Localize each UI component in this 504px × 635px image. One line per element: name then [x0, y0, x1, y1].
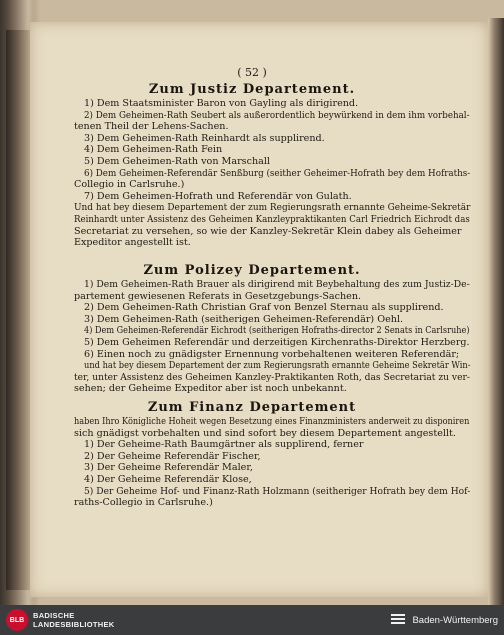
text-line: 6) Dem Geheimen-Referendär Senßburg (seither Geheimer-Hofrath bey dem Hofraths- [84, 167, 471, 179]
text-line: ter, unter Assistenz des Geheimen Kanzley-Praktikanten Roth, das Secretariat zu ver- [74, 371, 470, 383]
text-line: Und hat bey diesem Departement der zum Regierungsrath ernannte Geheime-Sekretär [74, 202, 471, 214]
text-line: 5) Dem Geheimen Referendär und derzeitigen Kirchenraths-Direktor Herzberg. [84, 337, 470, 348]
text-line: sehen; der Geheime Expeditor aber ist noch unbekannt. [74, 383, 347, 395]
text-line: tenen Theil der Lehens-Sachen. [74, 121, 229, 133]
text-line: 1) Der Geheime-Rath Baumgärtner als supplirend, ferner [84, 439, 364, 451]
blb-name-line2: LANDESBIBLIOTHEK [33, 620, 115, 629]
text-line: 3) Dem Geheimen-Rath (seitherigen Geheimen-Referendär) Oehl. [84, 313, 404, 325]
section-heading-polizey: Zum Polizey Departement. [143, 263, 361, 278]
text-line: 1) Dem Staatsminister Baron von Gayling als dirigirend. [84, 98, 359, 109]
text-line: 2) Der Geheime Referendär Fischer, [84, 450, 261, 462]
page-edge [488, 18, 504, 605]
blb-name [33, 611, 114, 629]
text-line: haben Ihro Königliche Hoheit wegen Besetzung eines Finanzministers anderweit zu disponiren [74, 416, 470, 427]
text-line: 3) Der Geheime Referendär Maler, [84, 462, 253, 474]
book-gutter [6, 30, 30, 590]
section-heading-finanz: Zum Finanz Departement [147, 400, 357, 415]
text-line: Secretariat zu versehen, so wie der Kanzley-Sekretär Klein dabey als Geheimer [74, 225, 462, 237]
text-line: 2) Dem Geheimen-Rath Christian Graf von Benzel Sternau als supplirend. [84, 302, 444, 314]
text-line: 4) Der Geheime Referendär Klose, [84, 474, 252, 485]
bw-branding[interactable] [389, 612, 498, 628]
text-line: Reinhardt unter Assistenz des Geheimen Kanzleypraktikanten Carl Friedrich Eichrodt das [74, 214, 470, 225]
text-line: partement gewiesenen Referats in Gesetzgebungs-Sachen. [74, 290, 362, 302]
text-line: 4) Dem Geheimen-Referendär Eichrodt (seitherigen Hofraths-director 2 Senats in Carlsruhe) [84, 325, 470, 337]
blb-logo-icon: BLB [6, 609, 28, 631]
text-line: sich gnädigst vorbehalten und sind sofort bey diesem Departement angestellt. [74, 427, 456, 439]
text-line: und hat bey diesem Departement der zum Regierungsrath ernannte Geheime Sekretär Win- [84, 360, 471, 372]
text-line: 4) Dem Geheimen-Rath Fein [84, 144, 223, 156]
bw-lions-icon [389, 612, 407, 628]
text-line: raths-Collegio in Carlsruhe.) [74, 497, 213, 509]
bw-name: Baden-Württemberg [412, 614, 498, 626]
text-line: 5) Dem Geheimen-Rath von Marschall [84, 156, 271, 167]
text-line: 3) Dem Geheimen-Rath Reinhardt als supplirend. [84, 132, 325, 144]
text-line: 2) Dem Geheimen-Rath Seubert als außerordentlich beywürkend in dem ihm vorbehal- [84, 109, 470, 121]
text-line: 5) Der Geheime Hof- und Finanz-Rath Holzmann (seitheriger Hofrath bey dem Hof- [84, 485, 471, 497]
blb-name-line1: BADISCHE [33, 611, 75, 620]
page-number: ( 52 ) [237, 66, 267, 79]
blb-branding[interactable] [6, 609, 114, 631]
text-line: 7) Dem Geheimen-Hofrath und Referendär von Gulath. [84, 190, 352, 202]
text-line: Expeditor angestellt ist. [74, 237, 191, 249]
footer-bar [0, 605, 504, 635]
section-heading-justiz: Zum Justiz Departement. [148, 82, 356, 97]
text-line: 1) Dem Geheimen-Rath Brauer als dirigirend mit Beybehaltung des zum Justiz-De- [84, 279, 470, 290]
text-line: Collegio in Carlsruhe.) [74, 179, 185, 191]
text-line: 6) Einen noch zu gnädigster Ernennung vorbehaltenen weiteren Referendär; [84, 348, 460, 360]
